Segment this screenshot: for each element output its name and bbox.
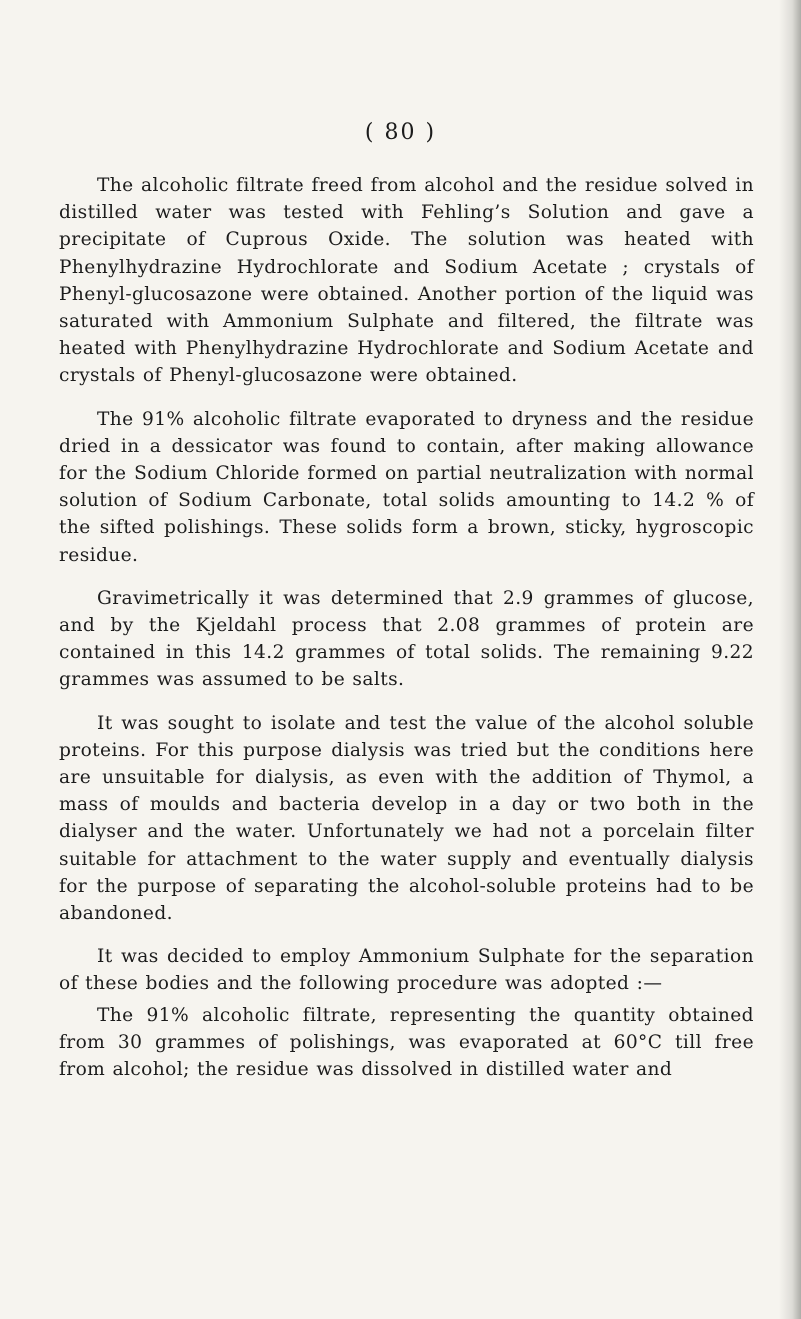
paragraph-4: It was sought to isolate and test the value of the alcohol soluble proteins. For this purpose dialysis was tried but the conditions here are unsuitable for dialysis, as even with the addition of Thymol, a mass of moulds and bacteria develop in a day or two both in the dialyser and the water. Unfortunately we had not a porcelain filter suitable for attachment to the water supply and eventually dialysis for the purpose of separating the alcohol-soluble proteins had to be abandoned.: [59, 712, 754, 925]
paragraph-1: The alcoholic filtrate freed from alcohol and the residue solved in distilled water was tested with Fehling’s Solution and gave a precipitate of Cuprous Oxide. The solution was heated with Phenylhydrazine Hydrochlorate and Sodium Acetate ; crystals of Phenyl-glucosazone were obtained. Another portion of the liquid was saturated with Ammonium Sulphate and filtered, the filtrate was heated with Phenylhydrazine Hydrochlorate and Sodium Acetate and crystals of Phenyl-glucosazone were obtained.: [59, 175, 754, 387]
page-number: ( 80 ): [364, 120, 437, 145]
paragraph-5: It was decided to employ Ammonium Sulphate for the separation of these bodies and the following procedure was adopted :—: [59, 946, 754, 995]
paragraph-6: The 91% alcoholic filtrate, representing the quantity obtained from 30 grammes of polishings, was evaporated at 60°C till free from alcohol; the residue was dissolved in distilled water and: [59, 1004, 754, 1081]
body-text: [59, 172, 754, 1099]
page-edge-shadow: [779, 0, 801, 1319]
paragraph-3: Gravimetrically it was determined that 2.9 grammes of glucose, and by the Kjeldahl process that 2.08 grammes of protein are contained in this 14.2 grammes of total solids. The remaining 9.22 grammes was assumed to be salts.: [59, 587, 754, 691]
paragraph-2: The 91% alcoholic filtrate evaporated to dryness and the residue dried in a dessicator was found to contain, after making allowance for the Sodium Chloride formed on partial neutralization with normal solution of Sodium Carbonate, total solids amounting to 14.2 % of the sifted polishings. These solids form a brown, sticky, hygroscopic residue.: [59, 408, 754, 566]
